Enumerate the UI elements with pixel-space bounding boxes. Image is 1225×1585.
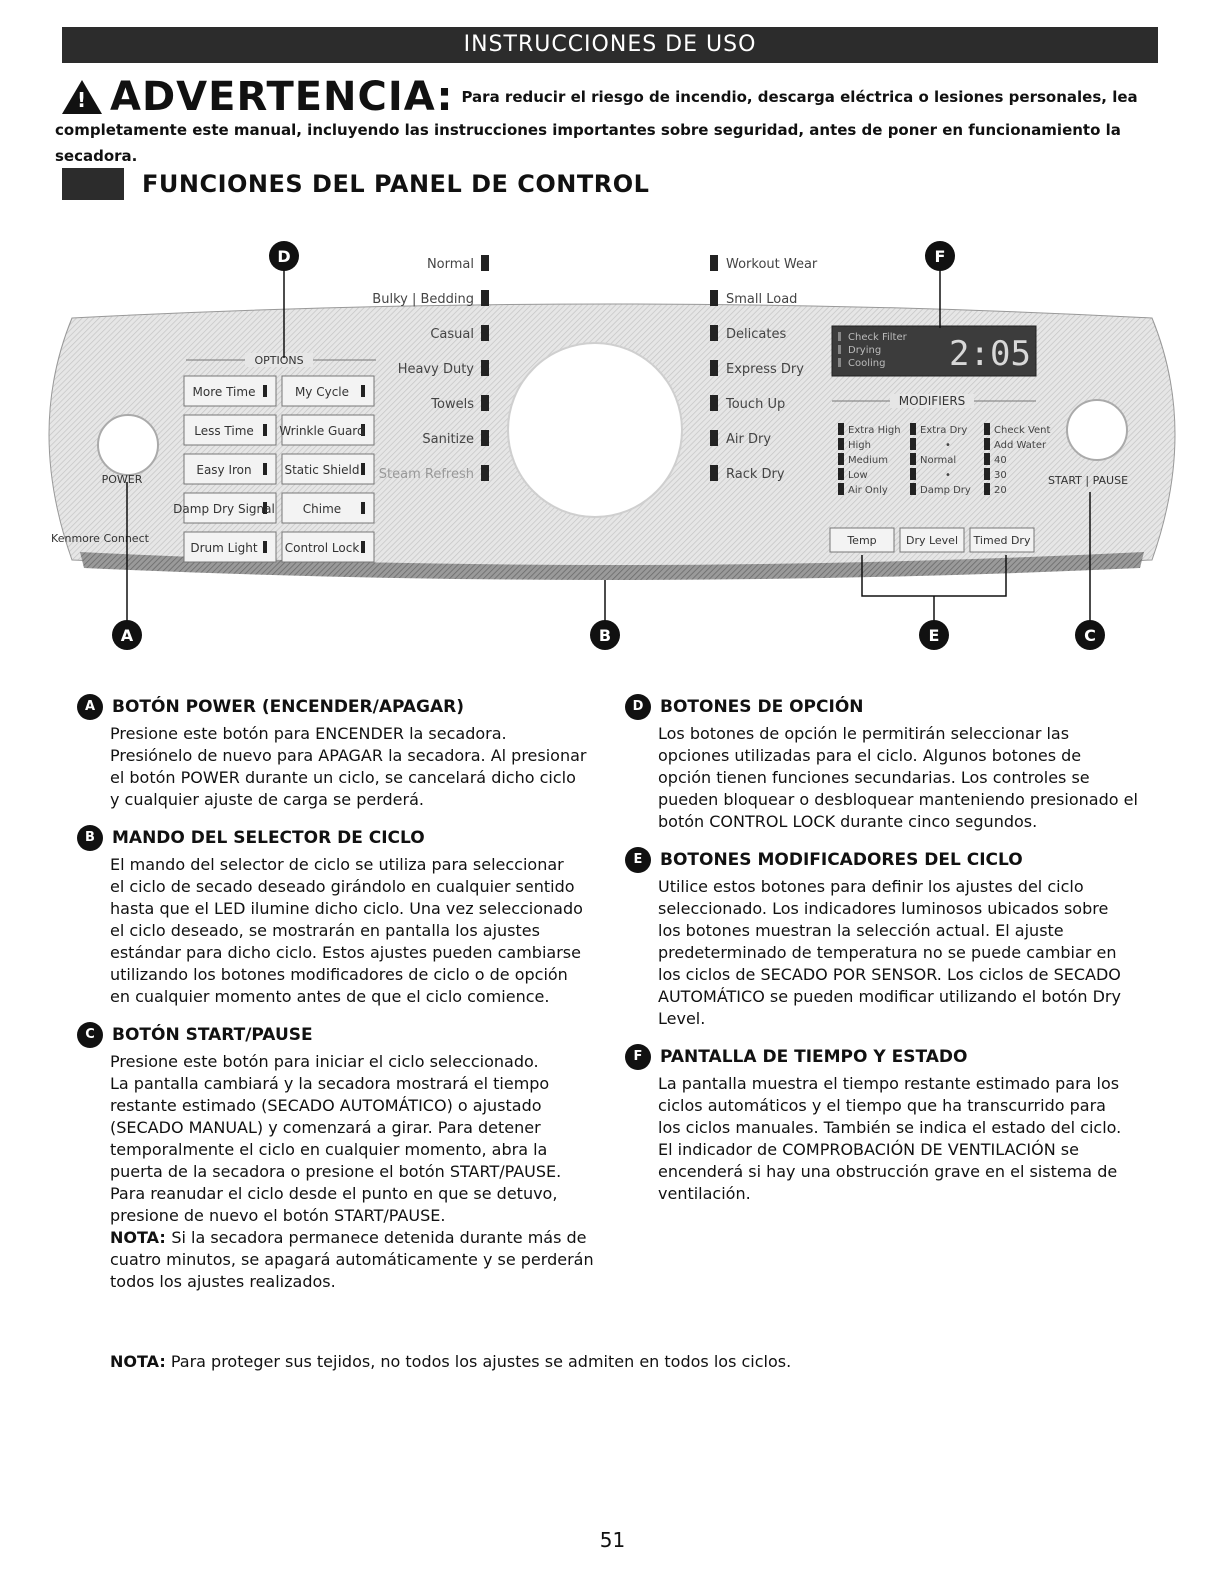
modifier-button-label: Dry Level (905, 534, 959, 547)
cycle-led-left (481, 325, 489, 341)
display-status-led (838, 332, 841, 341)
option-led (361, 541, 365, 553)
description-line: opción tienen funciones secundarias. Los controles se (658, 768, 1090, 787)
modifier-led (984, 423, 990, 435)
description-line: Presione este botón para iniciar el ciclo seleccionado. (110, 1052, 539, 1071)
description-line: restante estimado (SECADO AUTOMÁTICO) o ajustado (110, 1096, 542, 1115)
description-line: el ciclo deseado, se mostrarán en pantalla los ajustes (110, 921, 540, 940)
cycle-label-left: Towels (431, 397, 474, 412)
modifier-level-label: Damp Dry (920, 485, 971, 496)
callout-badge-label: B (598, 626, 612, 645)
cycle-led-right (710, 465, 718, 481)
cycle-led-right (710, 290, 718, 306)
option-led (263, 541, 267, 553)
modifier-led (984, 483, 990, 495)
cycle-led-right (710, 325, 718, 341)
modifier-level-label: Extra High (848, 425, 901, 436)
control-panel-illustration (0, 230, 1225, 670)
option-led (361, 385, 365, 397)
bottom-note (110, 1352, 791, 1371)
description-line: el ciclo de secado deseado girándolo en cualquier sentido (110, 877, 575, 896)
note-label: NOTA: (110, 1228, 172, 1247)
options-label: OPTIONS (254, 354, 304, 367)
cycle-label-left: Sanitize (422, 432, 474, 447)
start-pause-button[interactable] (1067, 400, 1127, 460)
start-pause-label: START | PAUSE (1047, 474, 1129, 487)
left-column (84, 694, 610, 1307)
description-badge: E (625, 847, 651, 873)
cycle-label-right: Small Load (726, 292, 798, 307)
modifier-level-label: Medium (848, 455, 888, 466)
description-line: opciones utilizadas para el ciclo. Algunos botones de (658, 746, 1082, 765)
bottom-note-text: Para proteger sus tejidos, no todos los ajustes se admiten en todos los ciclos. (170, 1352, 792, 1371)
cycle-label-left: Steam Refresh (378, 467, 474, 482)
option-buttons (173, 376, 374, 562)
callout-badge-label: E (928, 626, 940, 645)
modifier-led (910, 438, 916, 450)
description-line: predeterminado de temperatura no se puede cambiar en (658, 943, 1117, 962)
description-line: El indicador de COMPROBACIÓN DE VENTILACIÓN se (658, 1140, 1079, 1159)
modifier-level-label: High (848, 440, 871, 451)
option-button-label: Wrinkle Guard (279, 424, 365, 438)
callout-badge-label: D (277, 247, 291, 266)
option-button-label: Chime (302, 502, 342, 516)
cycle-led-left (481, 290, 489, 306)
cycle-led-right (710, 360, 718, 376)
description-line: puerta de la secadora o presione el botón START/PAUSE. (110, 1162, 562, 1181)
description-title: MANDO DEL SELECTOR DE CICLO (112, 828, 425, 848)
description-title: BOTONES MODIFICADORES DEL CICLO (660, 850, 1023, 870)
display-status-label: Drying (848, 345, 882, 356)
description-line: los ciclos de SECADO POR SENSOR. Los ciclos de SECADO (658, 965, 1121, 984)
display-time: 2:05 (949, 334, 1031, 374)
description-item-a (84, 694, 610, 811)
description-badge: B (77, 825, 103, 851)
cycle-label-right: Express Dry (726, 362, 804, 377)
option-button-label: Control Lock (284, 541, 360, 555)
description-title: BOTÓN START/PAUSE (112, 1025, 313, 1045)
description-line: La pantalla muestra el tiempo restante estimado para los (658, 1074, 1120, 1093)
description-line: hasta que el LED ilumine dicho ciclo. Una vez seleccionado (110, 899, 583, 918)
description-line: presione de nuevo el botón START/PAUSE. (110, 1206, 446, 1225)
display-status-label: Check Filter (848, 332, 907, 343)
description-line: pueden bloquear o desbloquear manteniendo presionado el (658, 790, 1138, 809)
cycle-led-right (710, 430, 718, 446)
description-heading (85, 825, 610, 851)
modifier-led (984, 453, 990, 465)
option-button-label: Less Time (194, 424, 254, 438)
option-led (263, 385, 267, 397)
warning-text: completamente este manual, incluyendo las instrucciones importantes sobre seguridad, antes de poner en funcionamiento la secadora. (55, 121, 1121, 165)
cycle-label-right: Rack Dry (726, 467, 785, 482)
description-item-d (632, 694, 1158, 833)
callout-badge-label: C (1084, 626, 1096, 645)
description-line: El mando del selector de ciclo se utiliza para seleccionar (110, 855, 564, 874)
option-led (263, 424, 267, 436)
description-line: AUTOMÁTICO se pueden modificar utilizando el botón Dry (658, 987, 1121, 1006)
modifier-level-label: • (945, 440, 951, 451)
modifier-led (838, 453, 844, 465)
modifier-level-label: 40 (994, 455, 1007, 466)
display-status-led (838, 358, 841, 367)
note-line: todos los ajustes realizados. (110, 1272, 336, 1291)
modifier-led (910, 468, 916, 480)
description-line: seleccionado. Los indicadores luminosos ubicados sobre (658, 899, 1109, 918)
warning-text-first: Para reducir el riesgo de incendio, descarga eléctrica o lesiones personales, lea (461, 88, 1138, 106)
description-line: y cualquier ajuste de carga se perderá. (110, 790, 424, 809)
description-badge: A (77, 694, 103, 720)
warning-title: ADVERTENCIA: (110, 74, 454, 120)
modifier-level-label: Extra Dry (920, 425, 968, 436)
cycle-label-left: Casual (430, 327, 474, 342)
description-title: PANTALLA DE TIEMPO Y ESTADO (660, 1047, 968, 1067)
description-item-b (85, 825, 610, 1008)
description-heading (84, 694, 610, 720)
cycle-selector-knob[interactable] (508, 343, 682, 517)
description-line: Para reanudar el ciclo desde el punto en que se detuvo, (110, 1184, 558, 1203)
modifier-level-label: Check Vent (994, 425, 1051, 436)
note-line: cuatro minutos, se apagará automáticamente y se perderán (110, 1250, 594, 1269)
cycle-led-right (710, 395, 718, 411)
cycle-label-left: Normal (426, 257, 474, 272)
section-heading (62, 168, 649, 204)
modifier-button-label: Timed Dry (973, 534, 1031, 547)
warning-triangle-icon: ! (62, 80, 102, 114)
modifiers-label: MODIFIERS (898, 394, 966, 408)
cycle-label-right: Touch Up (726, 397, 786, 412)
description-heading (633, 1044, 1158, 1070)
cycle-label-right: Air Dry (726, 432, 772, 447)
modifier-level-label: Air Only (848, 485, 888, 496)
description-item-f (633, 1044, 1158, 1205)
modifier-level-label: Low (848, 470, 868, 481)
modifier-level-label: • (945, 470, 951, 481)
description-line: Presiónelo de nuevo para APAGAR la secadora. Al presionar (110, 746, 587, 765)
section-bar-icon (62, 168, 124, 200)
modifier-led (838, 423, 844, 435)
description-line: los botones muestran la selección actual. El ajuste (658, 921, 1064, 940)
description-line: en cualquier momento antes de que el ciclo comience. (110, 987, 550, 1006)
description-badge: F (625, 1044, 651, 1070)
cycle-label-left: Heavy Duty (397, 362, 474, 377)
modifier-level-label: Normal (920, 455, 957, 466)
modifier-led (910, 483, 916, 495)
option-led (361, 463, 365, 475)
modifier-led (838, 468, 844, 480)
option-led (361, 502, 365, 514)
warning-heading (62, 74, 1162, 120)
modifier-button-label: Temp (847, 534, 877, 547)
description-line: los ciclos manuales. También se indica el estado del ciclo. (658, 1118, 1122, 1137)
description-line: Level. (658, 1009, 706, 1028)
bottom-note-label: NOTA: (110, 1352, 166, 1371)
modifier-led (838, 483, 844, 495)
cycle-label-right: Workout Wear (726, 257, 818, 272)
description-badge: D (625, 694, 651, 720)
description-line: el botón POWER durante un ciclo, se cancelará dicho ciclo (110, 768, 576, 787)
option-led (263, 463, 267, 475)
display-status-label: Cooling (848, 358, 886, 369)
modifier-led (910, 453, 916, 465)
cycle-led-right (710, 255, 718, 271)
power-label: POWER (101, 473, 143, 486)
cycle-label-right: Delicates (726, 327, 787, 342)
description-line: estándar para dicho ciclo. Estos ajustes pueden cambiarse (110, 943, 581, 962)
description-item-e (633, 847, 1158, 1030)
cycle-led-left (481, 395, 489, 411)
option-button-label: Static Shield (284, 463, 360, 477)
page-banner: INSTRUCCIONES DE USO (62, 27, 1158, 63)
option-button-label: Damp Dry Signal (173, 502, 275, 516)
description-line: encenderá si hay una obstrucción grave en el sistema de (658, 1162, 1118, 1181)
description-heading (85, 1022, 610, 1048)
connect-label: Kenmore Connect (51, 532, 149, 545)
description-heading (632, 694, 1158, 720)
modifier-led (838, 438, 844, 450)
modifier-buttons (830, 528, 1034, 552)
description-line: temporalmente el ciclo en cualquier momento, abra la (110, 1140, 548, 1159)
section-title: FUNCIONES DEL PANEL DE CONTROL (142, 170, 650, 198)
cycle-led-left (481, 430, 489, 446)
description-line: botón CONTROL LOCK durante cinco segundos. (658, 812, 1038, 831)
description-item-c (85, 1022, 610, 1293)
modifier-level-label: Add Water (994, 440, 1047, 451)
description-line: Los botones de opción le permitirán seleccionar las (658, 724, 1070, 743)
modifier-led (984, 438, 990, 450)
description-line: Utilice estos botones para definir los ajustes del ciclo (658, 877, 1084, 896)
description-line: ventilación. (658, 1184, 751, 1203)
callout-badge-label: F (934, 247, 946, 266)
page-number: 51 (599, 1528, 626, 1552)
display-status-led (838, 345, 841, 354)
cycle-led-left (481, 465, 489, 481)
power-button[interactable] (98, 415, 158, 475)
cycle-led-left (481, 360, 489, 376)
description-badge: C (77, 1022, 103, 1048)
description-line: utilizando los botones modificadores de ciclo o de opción (110, 965, 568, 984)
option-button-label: Easy Iron (196, 463, 252, 477)
cycle-led-left (481, 255, 489, 271)
description-title: BOTONES DE OPCIÓN (660, 697, 864, 717)
modifier-level-label: 30 (994, 470, 1007, 481)
description-line: (SECADO MANUAL) y comenzará a girar. Para detener (110, 1118, 541, 1137)
description-heading (633, 847, 1158, 873)
option-button-label: Drum Light (190, 541, 258, 555)
right-column (632, 694, 1158, 1219)
note-line: NOTA: Si la secadora permanece detenida durante más de (110, 1228, 587, 1247)
option-button-label: My Cycle (294, 385, 350, 399)
modifier-level-label: 20 (994, 485, 1007, 496)
option-button-label: More Time (192, 385, 256, 399)
modifier-led (984, 468, 990, 480)
description-title: BOTÓN POWER (ENCENDER/APAGAR) (112, 697, 465, 717)
description-line: ciclos automáticos y el tiempo que ha transcurrido para (658, 1096, 1106, 1115)
modifier-led (910, 423, 916, 435)
cycle-label-left: Bulky | Bedding (372, 292, 474, 307)
description-line: Presione este botón para ENCENDER la secadora. (110, 724, 507, 743)
description-line: La pantalla cambiará y la secadora mostrará el tiempo (110, 1074, 550, 1093)
callout-badge-label: A (120, 626, 134, 645)
